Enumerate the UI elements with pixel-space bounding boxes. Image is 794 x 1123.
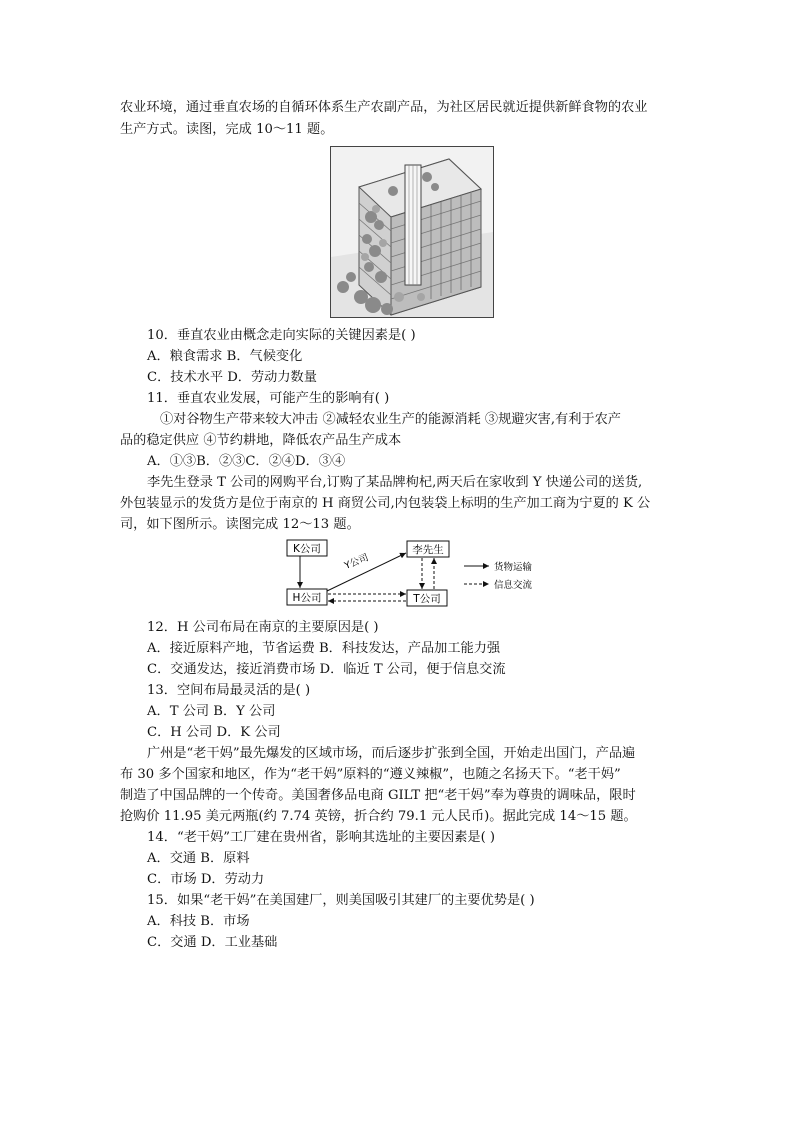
q10-stem: 10．垂直农业由概念走向实际的关键因素是( ) <box>147 328 416 343</box>
q11-stem: 11．垂直农业发展，可能产生的影响有( ) <box>147 391 390 406</box>
q11-items-line-2: 品的稳定供应 ④节约耕地，降低农产品生产成本 <box>120 433 402 448</box>
intro-line-2: 生产方式。读图，完成 10～11 题。 <box>120 122 334 137</box>
passage3-line-2: 布 30 多个国家和地区，作为“老干妈”原料的“遵义辣椒”，也随之名扬天下。“老干妈” <box>120 767 621 782</box>
passage3-line-3: 制造了中国品牌的一个传奇。美国奢侈品电商 GILT 把“老干妈”奉为尊贵的调味品，限时 <box>120 788 636 803</box>
q11-items-line-1: ①对谷物生产带来较大冲击 ②减轻农业生产的能源消耗 ③规避灾害,有利于农产 <box>160 412 621 427</box>
logistics-diagram <box>284 537 546 611</box>
y-company-label: Y公司 <box>343 552 371 572</box>
q11-options: A．①③B．②③C．②④D．③④ <box>147 454 346 469</box>
q14-options-cd: C．市场 D．劳动力 <box>147 872 265 887</box>
q13-stem: 13．空间布局最灵活的是( ) <box>147 683 311 698</box>
li-label: 李先生 <box>412 544 444 556</box>
legend-goods-label: 货物运输 <box>494 562 533 573</box>
q15-options-ab: A．科技 B．市场 <box>147 914 250 929</box>
q12-stem: 12．H 公司布局在南京的主要原因是( ) <box>147 620 379 635</box>
q15-stem: 15．如果“老干妈”在美国建厂，则美国吸引其建厂的主要优势是( ) <box>147 893 535 908</box>
q10-options-ab: A．粮食需求 B．气候变化 <box>147 349 303 364</box>
passage3-line-1: 广州是“老干妈”最先爆发的区域市场，而后逐步扩张到全国，开始走出国门，产品遍 <box>147 746 636 761</box>
q15-options-cd: C．交通 D．工业基础 <box>147 935 278 950</box>
q12-options-cd: C．交通发达，接近消费市场 D．临近 T 公司，便于信息交流 <box>147 662 506 677</box>
t-company-label: T公司 <box>413 593 441 605</box>
intro-line-1: 农业环境，通过垂直农场的自循环体系生产农副产品，为社区居民就近提供新鲜食物的农业 <box>120 100 648 115</box>
vertical-farm-drawing <box>331 147 493 317</box>
q14-stem: 14．“老干妈”工厂建在贵州省，影响其选址的主要因素是( ) <box>147 830 496 845</box>
h-company-label: H公司 <box>292 592 322 604</box>
q13-options-cd: C．H 公司 D．K 公司 <box>147 725 281 740</box>
q10-options-cd: C．技术水平 D．劳动力数量 <box>147 370 317 385</box>
passage2-line-3: 司，如下图所示。读图完成 12～13 题。 <box>120 517 360 532</box>
passage2-line-2: 外包装显示的发货方是位于南京的 H 商贸公司,内包装袋上标明的生产加工商为宁夏的 K 公 <box>120 496 651 511</box>
k-company-label: K公司 <box>293 543 321 555</box>
q14-options-ab: A．交通 B．原料 <box>147 851 250 866</box>
passage3-line-4: 抢购价 11.95 美元两瓶(约 7.74 英镑，折合约 79.1 元人民币)。据此完成 14～15 题。 <box>120 809 637 824</box>
vertical-farm-illustration <box>330 146 494 318</box>
passage2-line-1: 李先生登录 T 公司的网购平台,订购了某品牌枸杞,两天后在家收到 Y 快递公司的送货, <box>147 475 643 490</box>
q13-options-ab: A．T 公司 B．Y 公司 <box>147 704 276 719</box>
legend-info-label: 信息交流 <box>494 580 533 591</box>
q12-options-ab: A．接近原料产地，节省运费 B．科技发达，产品加工能力强 <box>147 641 501 656</box>
